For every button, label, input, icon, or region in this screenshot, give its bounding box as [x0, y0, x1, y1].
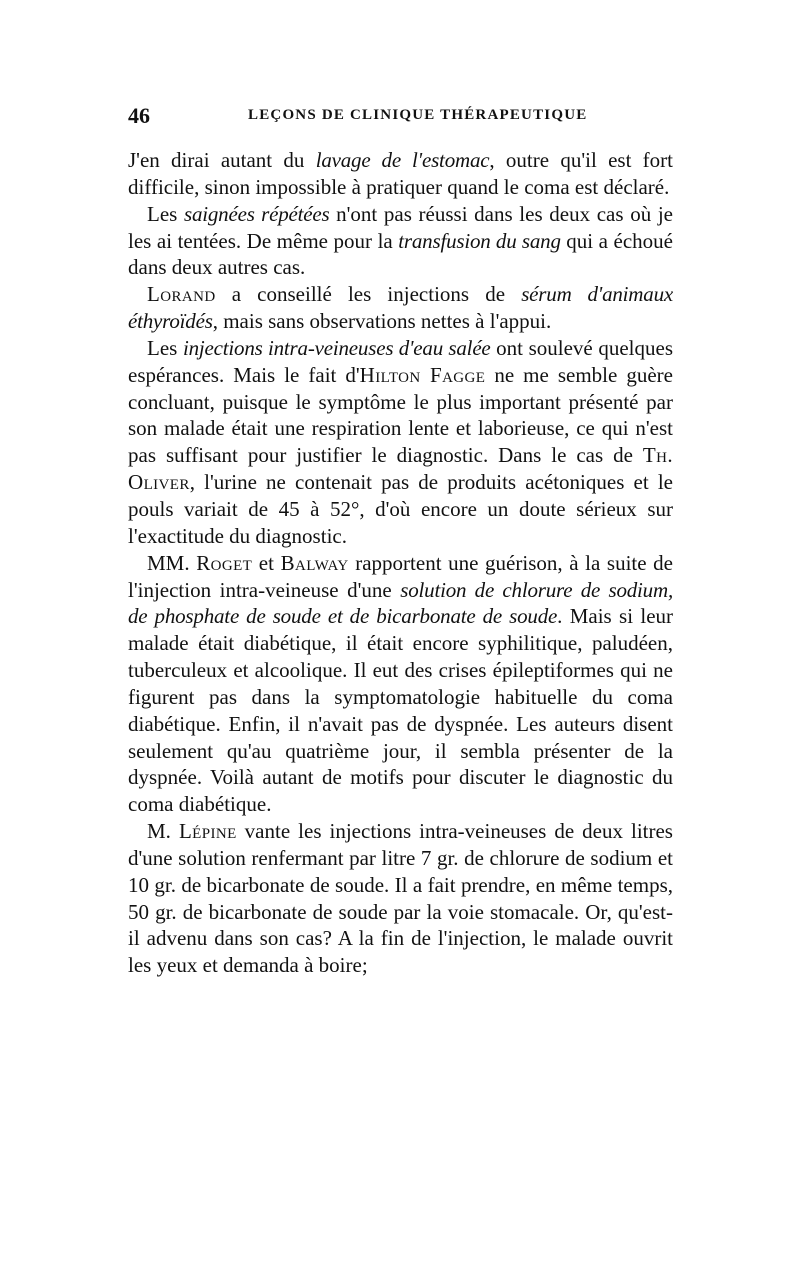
author-name: Lorand	[147, 282, 216, 307]
paragraph	[128, 550, 673, 818]
text-run: ne me semble guère concluant, puisque le symptôme le plus important présenté par son malade était une respiration lente et laborieuse, ce qui n'est pas suffisant pour justifier le diagnostic. Dans le cas de	[128, 362, 673, 468]
italic-phrase: solution de chlorure de sodium, de phosphate de soude et de bicarbonate de soude	[128, 577, 673, 629]
text-run: MM.	[147, 550, 197, 575]
italic-phrase: transfusion du sang	[398, 228, 561, 253]
italic-phrase: injections intra-veineuses d'eau salée	[182, 335, 491, 360]
text-run: . Mais si leur malade était diabétique, il était encore syphilitique, paludéen, tuberculeux et alcoolique. Il eut des crises épileptiformes qui ne figurent pas dans la symptomatologie habituelle du coma diabétique. Enfin, il n'avait pas de dyspnée. Les auteurs disent seulement qu'au quatrième jour, il sembla présenter de la dyspnée. Voilà autant de motifs pour discuter le diagnostic du coma diabétique.	[128, 604, 674, 817]
page-header	[128, 103, 673, 135]
author-name: Balway	[280, 550, 349, 575]
author-name: Lépine	[178, 819, 237, 844]
paragraph	[128, 335, 673, 550]
italic-phrase: sérum d'animaux éthyroïdés	[128, 282, 673, 334]
paragraph	[128, 201, 673, 282]
running-title: LEÇONS DE CLINIQUE THÉRAPEUTIQUE	[248, 107, 588, 123]
text-run: , outre qu'il est fort difficile, sinon impossible à pratiquer quand le coma est déclaré.	[128, 148, 674, 199]
text-run: n'ont pas réussi dans les deux cas où je les ai tentées. De même pour la	[128, 201, 673, 253]
text-run: vante les injections intra-veineuses de deux litres d'une solution renfermant par litre 7 gr. de chlorure de sodium et 10 gr. de bicarbonate de soude. Il a fait prendre, en même temps, 50 gr. de bicarbonate de soude par la voie stomacale. Or, qu'est-il advenu dans son cas? A la fin de l'injection, le malade ouvrit les yeux et demanda à boire;	[128, 819, 673, 978]
text-run: J'en dirai autant du	[128, 148, 316, 172]
author-name: Roget	[196, 550, 253, 575]
italic-phrase: saignées répétées	[183, 201, 330, 226]
text-run: M.	[147, 819, 179, 844]
text-run: ont soulevé quelques espérances. Mais le fait d'	[128, 335, 674, 387]
page-number: 46	[128, 103, 150, 128]
author-name: Th. Oliver	[128, 443, 673, 495]
text-run: , mais sans observations nettes à l'appui.	[212, 309, 552, 334]
text-run: rapportent une guérison, à la suite de l'injection intra-veineuse d'une	[128, 550, 673, 602]
paragraph	[128, 818, 673, 979]
text-run: et	[252, 550, 281, 575]
paragraph	[128, 147, 673, 201]
paragraph	[128, 281, 673, 335]
text-run: a conseillé les injections de	[215, 282, 522, 307]
author-name: Hilton Fagge	[359, 362, 486, 387]
text-run: Les	[147, 201, 184, 226]
italic-phrase: lavage de l'estomac	[315, 148, 490, 172]
body-text	[128, 147, 673, 979]
text-run: qui a échoué dans deux autres cas.	[128, 228, 673, 280]
text-run: Les	[147, 335, 183, 360]
text-run: , l'urine ne contenait pas de produits acétoniques et le pouls variait de 45 à 52°, d'où encore un doute sérieux sur l'exactitude du diagnostic.	[128, 470, 673, 548]
